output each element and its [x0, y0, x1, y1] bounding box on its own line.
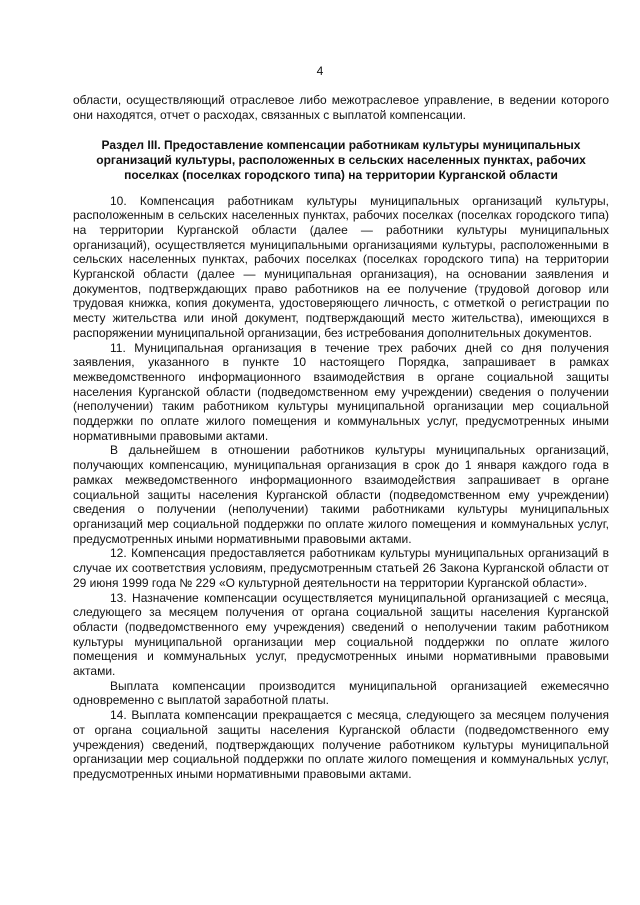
paragraph-13-continued: Выплата компенсации производится муниципальной организацией ежемесячно одновременно с выплатой заработной платы.	[73, 678, 609, 708]
page-number: 4	[316, 64, 324, 78]
paragraph-12: 12. Компенсация предоставляется работникам культуры муниципальных организаций в случае их соответствия условиям, предусмотренным статьей 26 Закона Курганской области от 29 июня 1999 года № 229 «О культурной деятельности на территории Курганской области».	[73, 546, 609, 590]
paragraph-10: 10. Компенсация работникам культуры муниципальных организаций культуры, расположенным в сельских населенных пунктах, рабочих поселках (поселках городского типа) на территории Курганской области (далее — работники культуры муниципальных организаций), осуществляется муниципальными организациями культуры, расположенными в сельских населенных пунктах, рабочих поселках (поселках городского типа) на территории Курганской области (далее — муниципальная организация), на основании заявления и документов, подтверждающих право работников на ее получение (трудовой договор или трудовая книжка, копия документа, удостоверяющего личность, с отметкой о регистрации по месту жительства или иной документ, подтверждающий место жительства), имеющихся в распоряжении муниципальной организации, без истребования дополнительных документов.	[73, 193, 609, 340]
intro-paragraph: области, осуществляющий отраслевое либо межотраслевое управление, в ведении которого они находятся, отчет о расходах, связанных с выплатой компенсации.	[73, 93, 609, 122]
section-title: Раздел III. Предоставление компенсации работникам культуры муниципальных организаций культуры, расположенных в сельских населенных пунктах, рабочих поселках (поселках городского типа) на территории Курганской области	[96, 138, 586, 182]
paragraph-13: 13. Назначение компенсации осуществляется муниципальной организацией с месяца, следующего за месяцем получения от органа социальной защиты населения Курганской области (подведомственного ему учреждения) сведений о неполучении таким работником культуры муниципальной организации мер социальной поддержки по оплате жилого помещения и коммунальных услуг, предусмотренных иными нормативными правовыми актами.	[73, 590, 609, 679]
paragraph-14: 14. Выплата компенсации прекращается с месяца, следующего за месяцем получения от органа социальной защиты населения Курганской области (подведомственного ему учреждения) сведений, подтверждающих получение работником культуры муниципальной организации мер социальной поддержки по оплате жилого помещения и коммунальных услуг, предусмотренных иными нормативными правовыми актами.	[73, 708, 609, 781]
document-body	[73, 93, 609, 782]
paragraph-11: 11. Муниципальная организация в течение трех рабочих дней со дня получения заявления, указанного в пункте 10 настоящего Порядка, запрашивает в рамках межведомственного информационного взаимодействия в органе социальной защиты населения Курганской области (подведомственном ему учреждении) сведения о получении (неполучении) таким работником культуры муниципальной организации мер социальной поддержки по оплате жилого помещения и коммунальных услуг, предусмотренных иными нормативными правовыми актами.	[73, 340, 609, 443]
paragraph-11-continued: В дальнейшем в отношении работников культуры муниципальных организаций, получающих компенсацию, муниципальная организация в срок до 1 января каждого года в рамках межведомственного информационного взаимодействия запрашивает в органе социальной защиты населения Курганской области (подведомственном ему учреждении) сведения о получении (неполучении) такими работниками культуры муниципальных организаций мер социальной поддержки по оплате жилого помещения и коммунальных услуг, предусмотренных иными нормативными правовыми актами.	[73, 443, 609, 546]
